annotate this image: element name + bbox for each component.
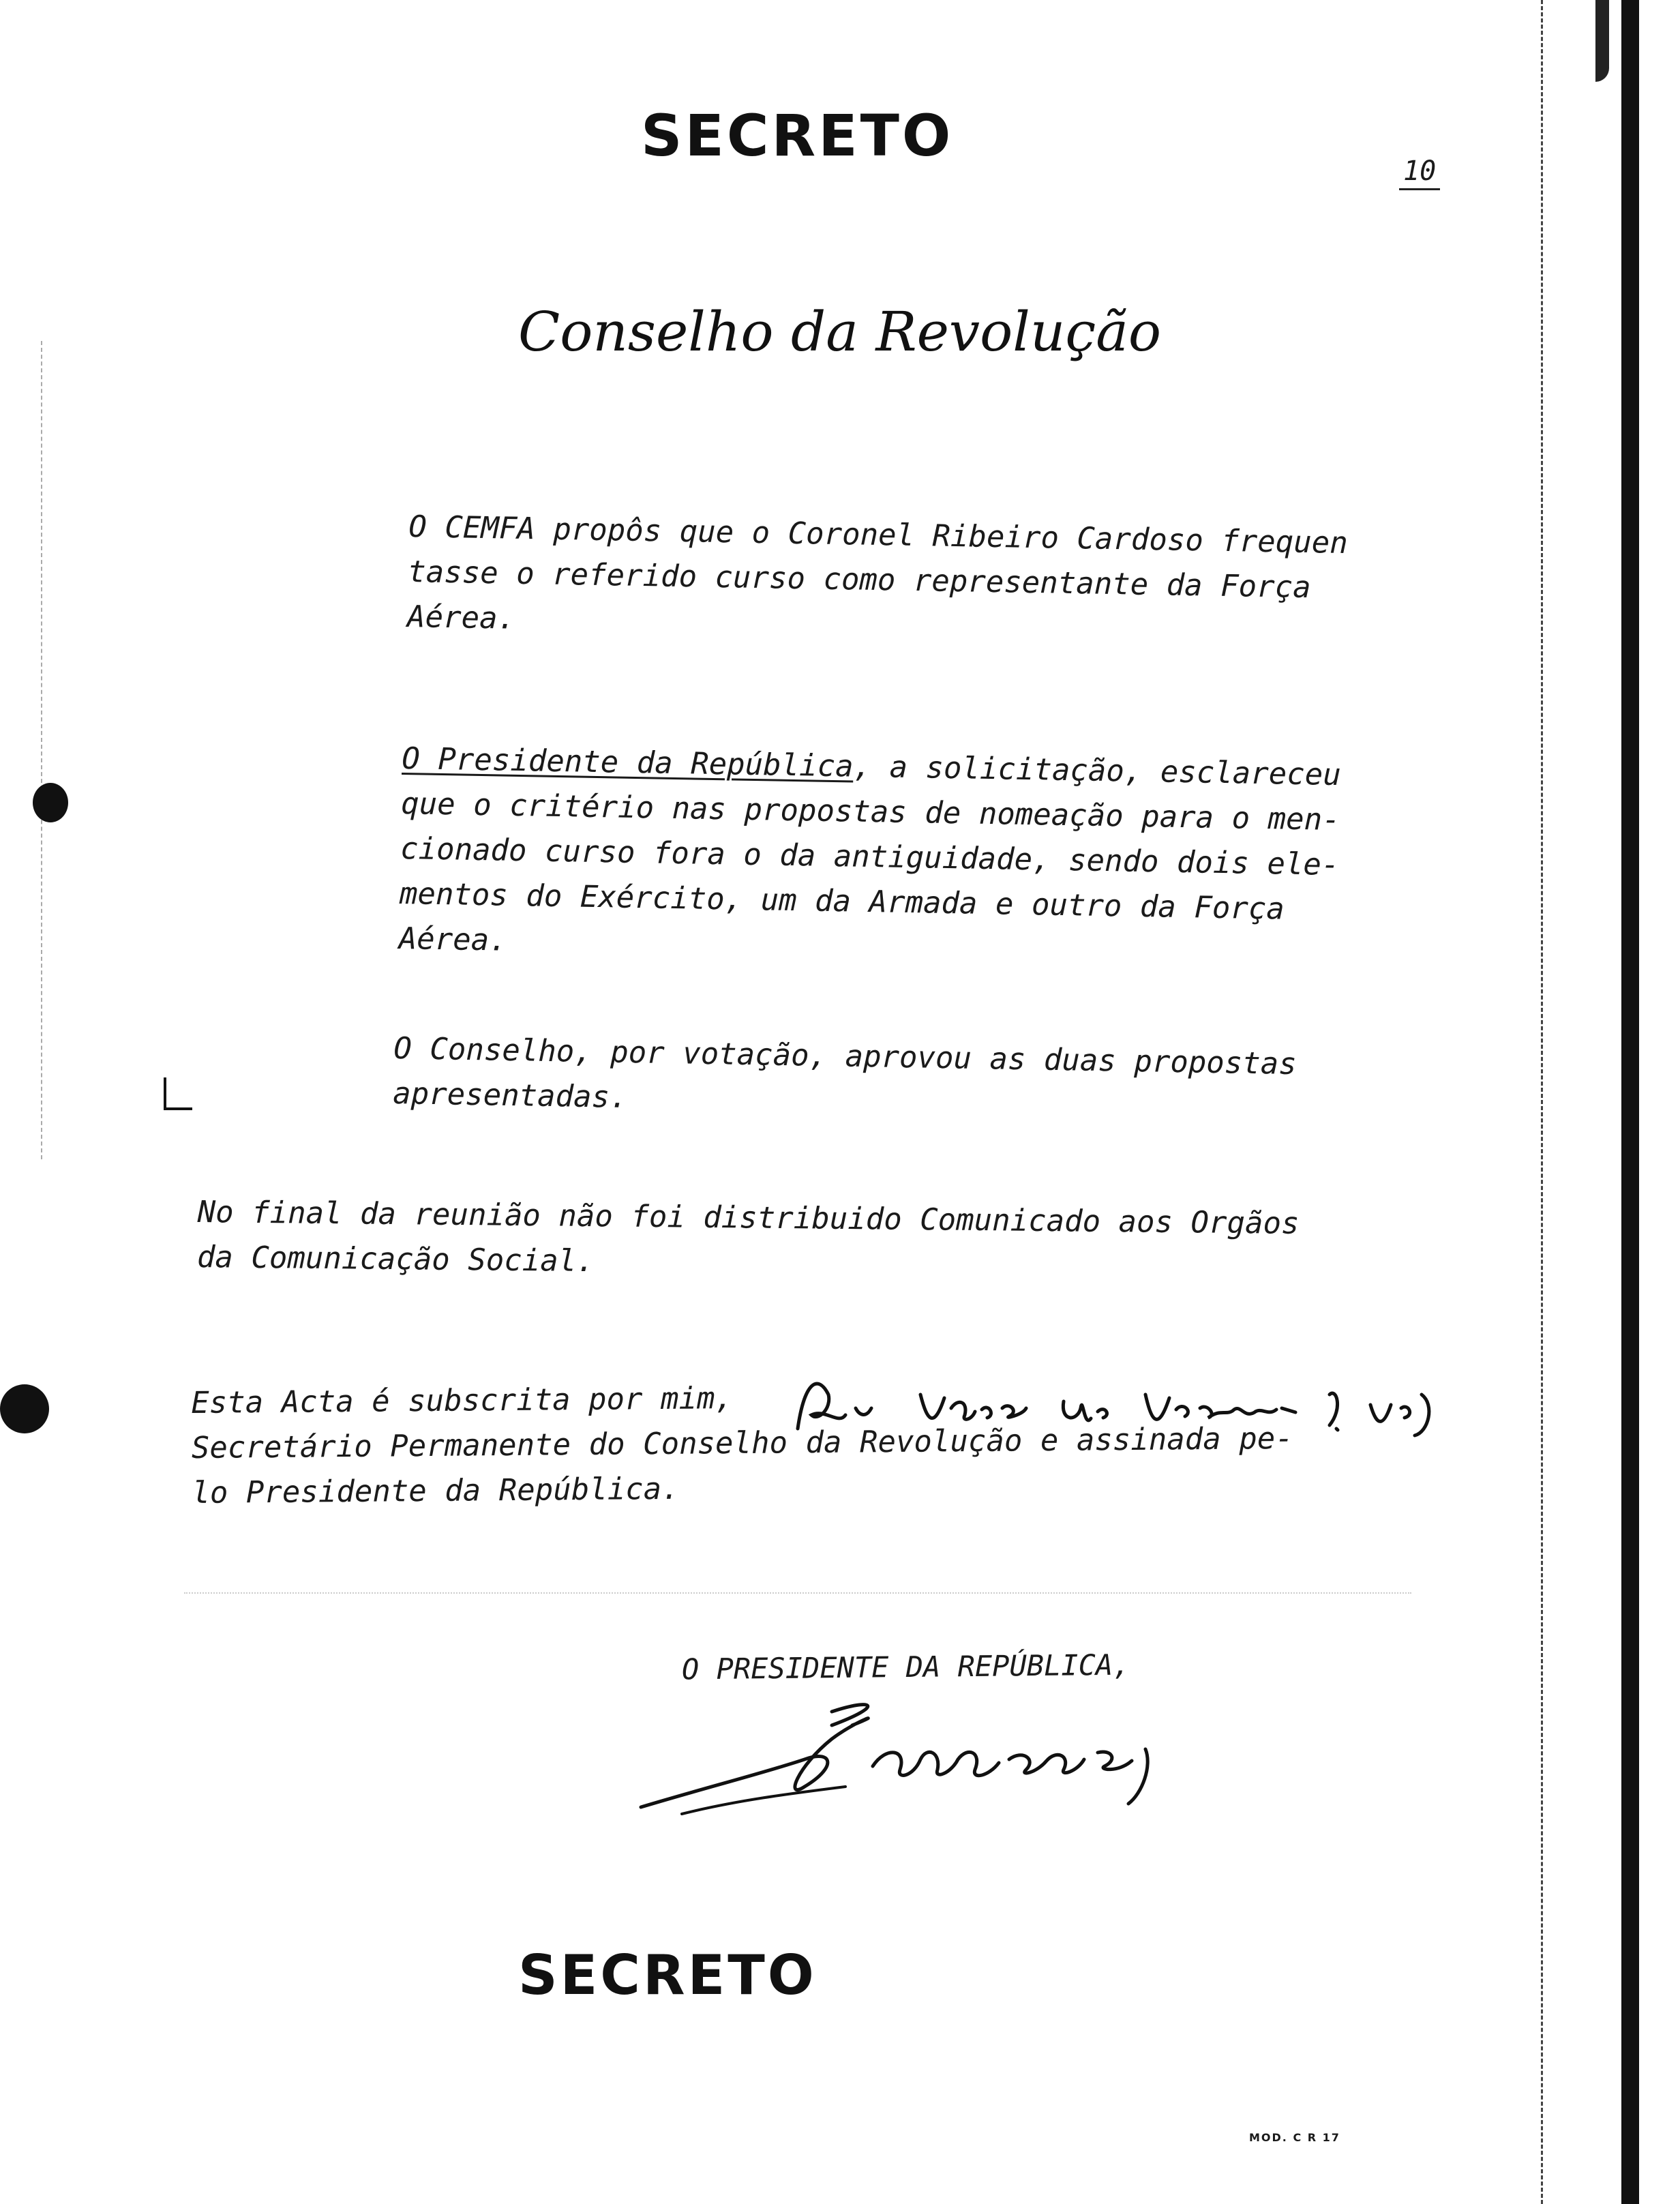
paragraph-line: O CEMFA propôs que o Coronel Ribeiro Cardoso frequen	[408, 509, 1349, 561]
president-signature	[627, 1684, 1186, 1834]
paragraph-line: Aérea.	[406, 599, 516, 636]
margin-corner-mark	[164, 1077, 192, 1110]
left-margin-speckle	[41, 341, 44, 1159]
paragraph-cemfa-proposal	[407, 505, 1349, 656]
paragraph-line: Aérea.	[398, 921, 508, 958]
faint-scan-line	[184, 1592, 1411, 1594]
classification-stamp-bottom: SECRETO	[518, 1944, 817, 2007]
closing-president-title: O PRESIDENTE DA REPÚBLICA,	[681, 1648, 1130, 1686]
paragraph-president-clarification	[398, 736, 1341, 978]
paragraph-line: O Conselho, por votação, aprovou as duas propostas	[393, 1030, 1298, 1082]
secretary-signature	[791, 1367, 1445, 1442]
punch-hole-lower	[0, 1384, 49, 1433]
punch-hole-upper	[33, 783, 68, 822]
paragraph-line: cionado curso fora o da antiguidade, sendo dois ele-	[400, 831, 1340, 883]
paragraph-line: mentos do Exército, um da Armada e outro da Força	[399, 876, 1285, 927]
paragraph-line: da Comunicação Social.	[196, 1239, 595, 1279]
paragraph-meeting-end	[197, 1190, 1300, 1292]
paragraph-line: tasse o referido curso como representante da Força	[407, 554, 1312, 606]
letterhead-title: Conselho da Revolução	[518, 300, 1162, 363]
form-code: MOD. C R 17	[1249, 2131, 1340, 2144]
page-number: 10	[1399, 155, 1440, 190]
paragraph-line: Secretário Permanente do Conselho da Revolução e assinada pe-	[191, 1420, 1293, 1465]
paragraph-council-vote	[393, 1026, 1298, 1132]
paragraph-line: apresentadas.	[392, 1075, 629, 1115]
paragraph-line: lo Presidente da República.	[192, 1471, 680, 1510]
underlined-president: O Presidente da República	[401, 741, 854, 784]
paragraph-line: que o critério nas propostas de nomeação para o men-	[400, 786, 1341, 838]
binding-edge	[1621, 0, 1639, 2204]
paragraph-line: No final da reunião não foi distribuido Comunicado aos Orgãos	[197, 1194, 1300, 1241]
paragraph-line: O Presidente da República, a solicitação, esclareceu	[401, 741, 1342, 793]
classification-stamp-top: SECRETO	[641, 102, 954, 169]
paragraph-line: Esta Acta é subscrita por mim,	[191, 1381, 734, 1420]
binding-shadow-line	[1541, 0, 1548, 2204]
torn-corner	[1595, 0, 1609, 82]
